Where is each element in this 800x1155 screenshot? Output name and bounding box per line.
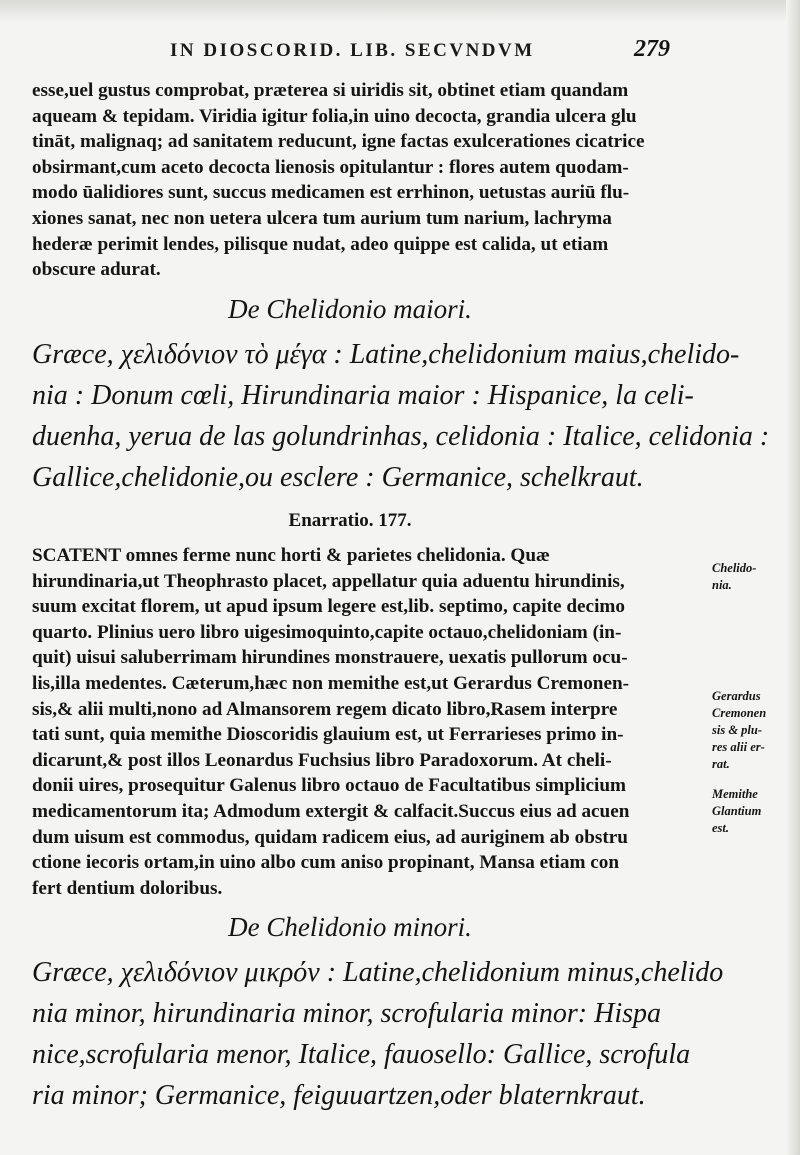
synonym-line: nia minor, hirundinaria minor, scrofularia minor: Hispa: [32, 998, 662, 1029]
text-line: esse,uel gustus comprobat, præterea si uiridis sit, obtinet etiam quandam: [32, 80, 629, 101]
text-line: aqueam & tepidam. Viridia igitur folia,in uino decocta, grandia ulcera glu: [32, 105, 637, 127]
running-head: IN DIOSCORID. LIB. SECVNDVM: [170, 40, 535, 61]
synonym-line: ria minor; Germanice, feiguuartzen,oder blaternkraut.: [32, 1080, 646, 1111]
enarratio-text: [32, 543, 702, 901]
enarratio-label: Enarratio. 177.: [288, 510, 412, 531]
page-number: 279: [634, 36, 670, 62]
margin-note-line: Cremonen: [712, 706, 767, 720]
synonym-line: nice,scrofularia menor, Italice, fauosello: Gallice, scrofula: [32, 1039, 691, 1070]
margin-note-line: rat.: [712, 757, 730, 771]
text-line: dicarunt,& post illos Leonardus Fuchsius libro Paradoxorum. At cheli-: [32, 749, 612, 771]
margin-note-line: Chelido-: [712, 561, 757, 575]
synonym-line: duenha, yerua de las golundrinhas, celidonia : Italice, celidonia :: [32, 421, 770, 452]
text-line: tināt, malignaq; ad sanitatem reducunt, igne factas exulcerationes cicatrice: [32, 131, 645, 153]
text-line: ctione iecoris ortam,in uino albo cum aniso propinant, Mansa etiam con: [32, 852, 620, 874]
margin-note-chelidonia: [712, 560, 798, 594]
paragraph-1: [32, 78, 702, 283]
section-heading-maiori: De Chelidonio maiori.: [228, 294, 472, 324]
text-line: xiones sanat, nec non uetera ulcera tum aurium tum narium, lachryma: [32, 207, 612, 229]
margin-note-memithe: [712, 786, 798, 837]
margin-note-line: res alii er-: [712, 740, 765, 754]
top-shadow: [0, 0, 800, 22]
margin-note-line: Gerardus: [712, 689, 761, 703]
text-line: hederæ perimit lendes, pilisque nudat, adeo quippe est calida, ut etiam: [32, 233, 609, 255]
synonym-line: nia : Donum cœli, Hirundinaria maior : Hispanice, la celi-: [32, 380, 694, 411]
margin-note-line: est.: [712, 821, 730, 835]
margin-note-gerardus: [712, 688, 798, 773]
text-line: dum uisum est commodus, quidam radicem eius, ad auriginem ab obstru: [32, 826, 628, 848]
text-line: quit) uisui saluberrimam hirundines monstrauere, uexatis pullorum ocu-: [32, 647, 628, 669]
text-line: obsirmant,cum aceto decocta lienosis opitulantur : flores autem quodam-: [32, 156, 629, 178]
text-line: lis,illa medentes. Cæterum,hæc non memithe est,ut Gerardus Cremonen-: [32, 672, 630, 694]
synonym-line: Græce, χελιδόνιον μικρόν : Latine,chelidonium minus,chelido: [32, 957, 724, 988]
text-line: quarto. Plinius uero libro uigesimoquinto,capite octauo,chelidoniam (in-: [32, 621, 622, 643]
margin-note-line: nia.: [712, 578, 732, 592]
text-line: suum excitat florem, ut apud ipsum legere est,lib. septimo, capite decimo: [32, 596, 625, 618]
text-line: sis,& alii multi,nono ad Almansorem regem dicato libro,Rasem interpre: [32, 698, 618, 720]
text-line: donii uires, prosequitur Galenus libro octauo de Facultatibus simplicium: [32, 775, 627, 797]
synonyms-maiori: [32, 334, 770, 498]
synonyms-minori: [32, 952, 724, 1116]
synonym-line: Gallice,chelidonie,ou esclere : Germanice, schelkraut.: [32, 462, 644, 493]
text-line: tati sunt, quia memithe Dioscoridis glauium est, ut Ferrarieses primo in-: [32, 724, 624, 746]
text-line: modo ūalidiores sunt, succus medicamen est errhinon, uetustas auriū flu-: [32, 182, 630, 204]
text-line: hirundinaria,ut Theophrasto placet, appellatur quia aduentu hirundinis,: [32, 570, 625, 592]
margin-note-line: Glantium: [712, 804, 762, 818]
margin-note-line: Memithe: [712, 787, 758, 801]
margin-note-line: sis & plu-: [712, 723, 763, 737]
text-line: obscure adurat.: [32, 259, 161, 281]
text-line: medicamentorum ita; Admodum extergit & calfacit.Succus eius ad acuen: [32, 800, 630, 822]
text-line: SCATENT omnes ferme nunc horti & parietes chelidonia. Quæ: [32, 545, 550, 566]
section-heading-minori: De Chelidonio minori.: [228, 912, 472, 942]
synonym-line: Græce, χελιδόνιον τὸ μέγα : Latine,chelidonium maius,chelido-: [32, 339, 740, 370]
text-line: fert dentium doloribus.: [32, 877, 223, 899]
